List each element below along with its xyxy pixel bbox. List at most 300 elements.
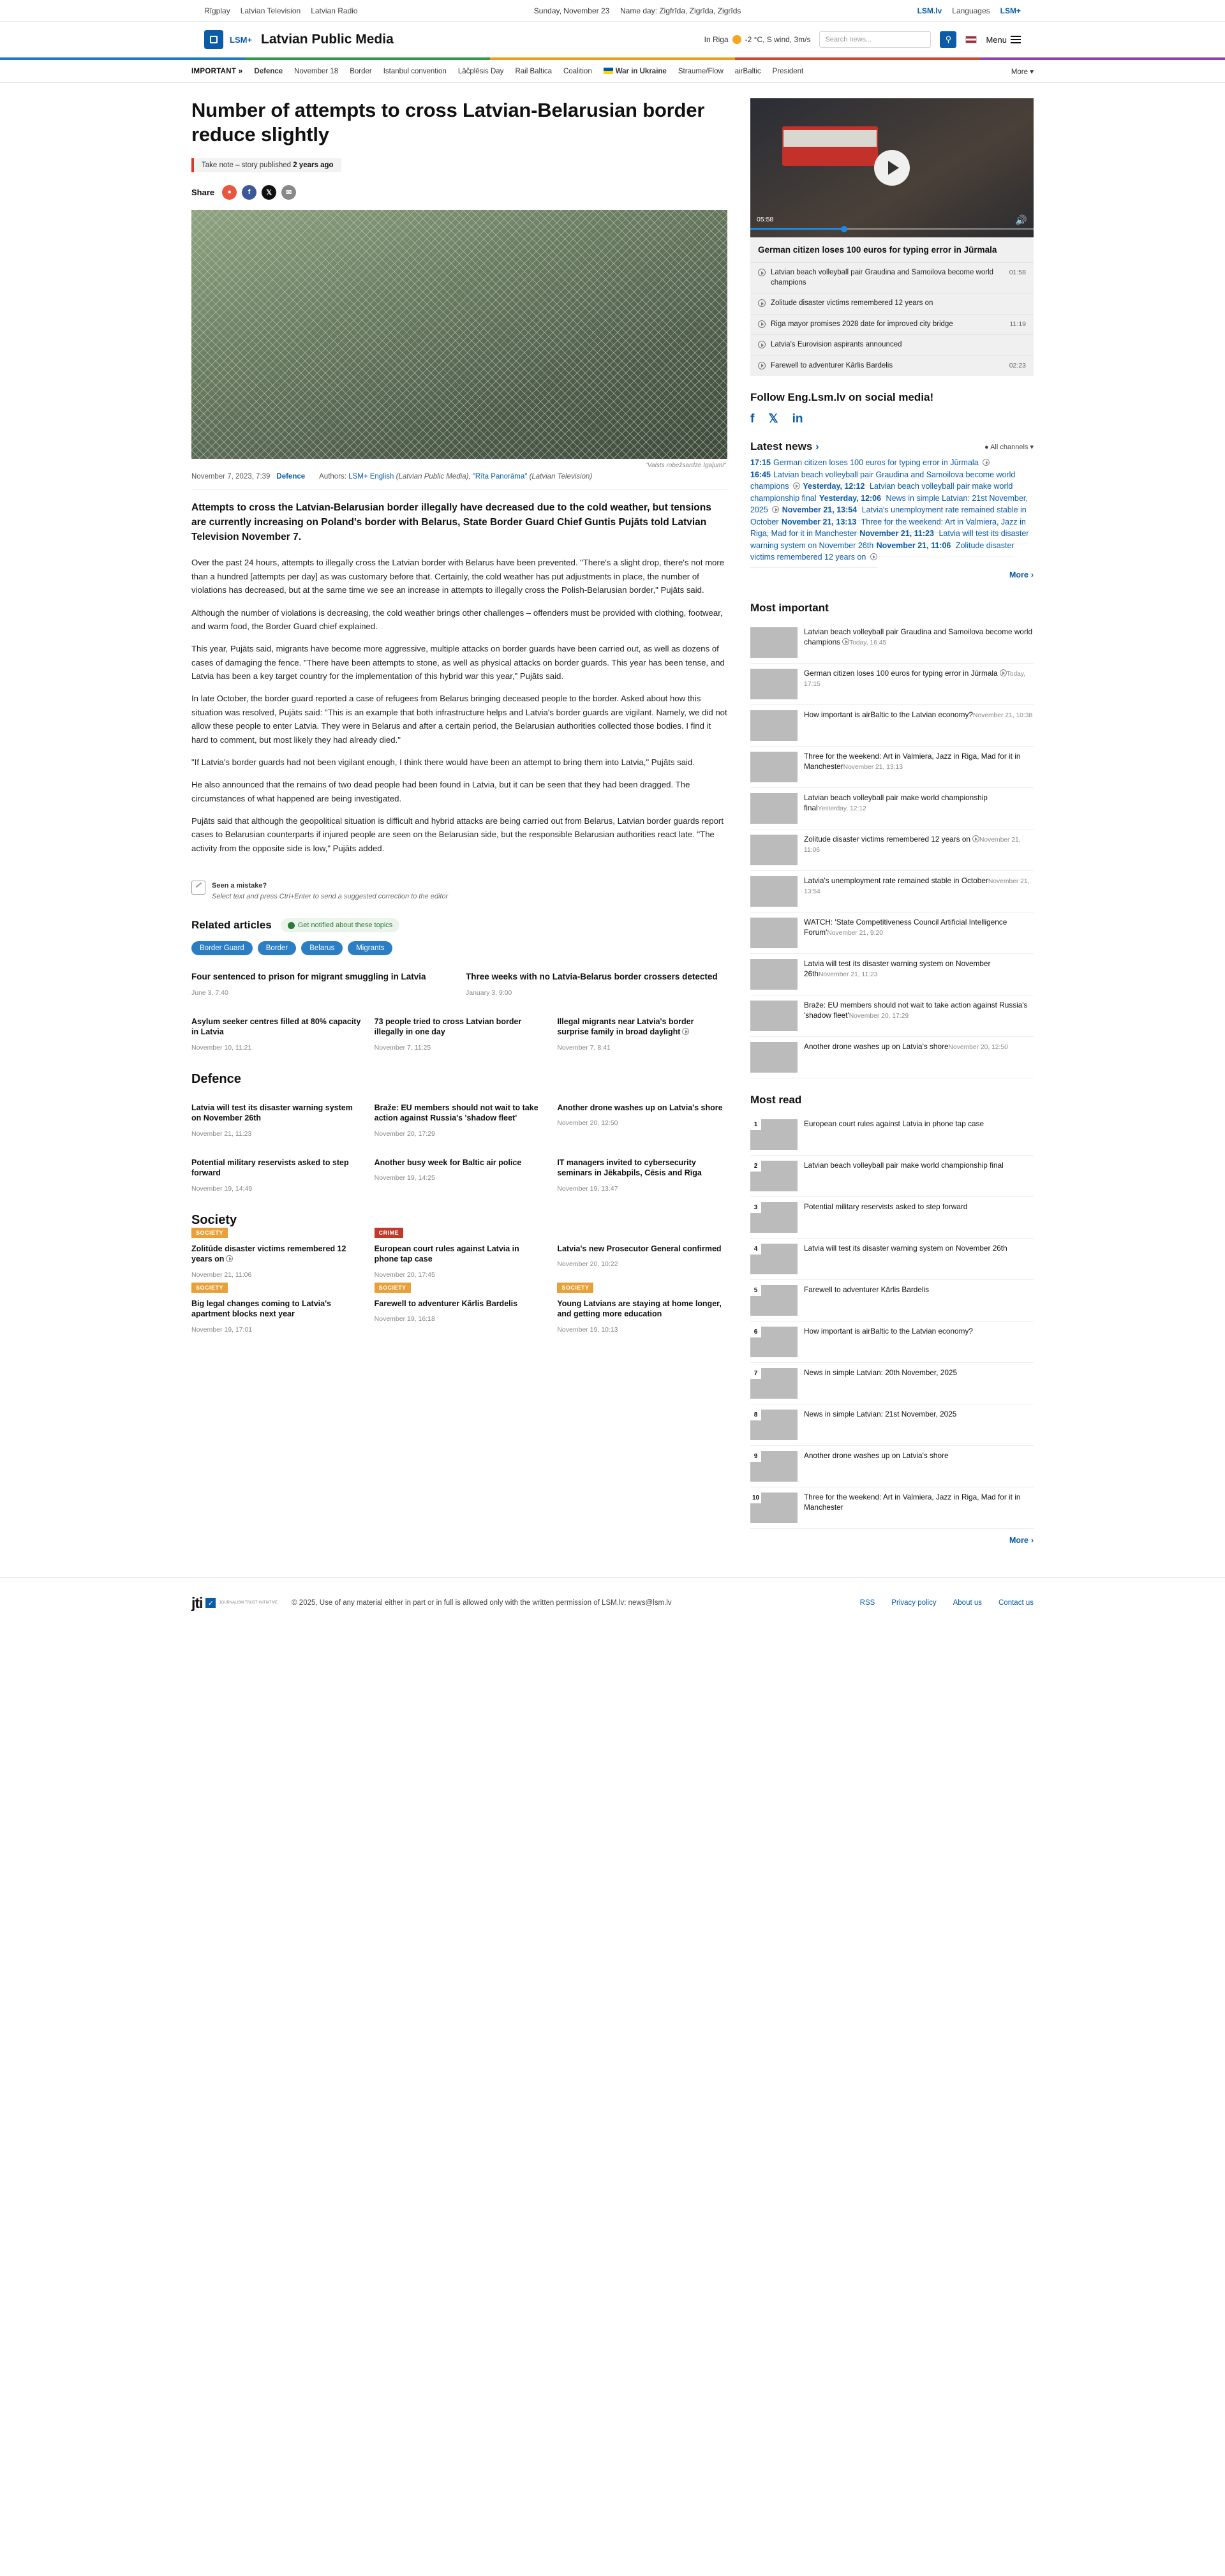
playlist-item-label: Farewell to adventurer Kārlis Bardelis xyxy=(771,361,893,369)
item-time: November 21, 11:23 xyxy=(859,529,934,539)
topics-nav xyxy=(0,60,1225,83)
topic-chips xyxy=(191,941,727,955)
defence-card[interactable] xyxy=(375,1152,545,1194)
playlist-item[interactable] xyxy=(750,262,1034,293)
item-time: November 21, 13:54 xyxy=(782,505,858,515)
item-text: News in simple Latvian: 21st November, 2025 xyxy=(750,493,1028,515)
play-small-icon xyxy=(758,269,766,276)
play-small-icon xyxy=(758,341,766,348)
most-read-item[interactable] xyxy=(750,1363,1034,1404)
item-time: 17:15 xyxy=(750,458,771,468)
most-important-item[interactable] xyxy=(750,830,1034,871)
author-2-source: (Latvian Television) xyxy=(529,472,593,480)
rank-badge: 2 xyxy=(750,1161,761,1172)
card-title: Braže: EU members should not wait to take action against Russia's 'shadow fleet' xyxy=(374,1103,538,1123)
card-date: November 7, 11:25 xyxy=(374,1043,431,1052)
card-date: November 19, 10:13 xyxy=(557,1325,618,1334)
playlist-item[interactable] xyxy=(750,334,1034,355)
item-thumbnail xyxy=(750,752,798,782)
card-title: Three weeks with no Latvia-Belarus border crossers detected xyxy=(466,972,718,982)
section-title-defence: Defence xyxy=(191,1071,241,1086)
item-thumbnail xyxy=(750,1451,798,1482)
video-progress-bar[interactable] xyxy=(750,228,1034,230)
topbar-link-ltv[interactable]: Latvian Television xyxy=(240,6,301,15)
topbar-link-replay[interactable]: Rīgplay xyxy=(204,6,230,15)
card-title: Another busy week for Baltic air police xyxy=(374,1158,522,1167)
item-thumbnail xyxy=(750,793,798,824)
playlist-item[interactable] xyxy=(750,355,1034,376)
card-title: Illegal migrants near Latvia's border surprise family in broad daylight xyxy=(557,1016,694,1037)
item-text: Latvia will test its disaster warning system on November 26th xyxy=(804,1243,1007,1253)
video-widget xyxy=(750,98,1034,376)
card-date: November 20, 17:45 xyxy=(374,1270,435,1279)
author-1[interactable]: LSM+ English xyxy=(348,472,394,480)
card-date: November 20, 10:22 xyxy=(557,1260,618,1269)
related-card[interactable] xyxy=(191,1011,362,1053)
chip-belarus[interactable]: Belarus xyxy=(301,941,343,955)
message-share-icon[interactable]: ✉ xyxy=(281,185,296,200)
item-date: Today, 16:45 xyxy=(849,639,887,646)
menu-label: Menu xyxy=(986,34,1007,45)
playlist-item[interactable] xyxy=(750,314,1034,335)
item-text: WATCH: 'State Competitiveness Council Artificial Intelligence Forum' xyxy=(804,917,1007,937)
most-important-item[interactable] xyxy=(750,705,1034,747)
topic-istanbul-convention[interactable]: Istanbul convention xyxy=(383,67,447,75)
society-grid xyxy=(191,1238,727,1335)
hero-caption: "Valsts robežsardze Igaļumi" xyxy=(645,461,726,469)
item-text: Latvia's unemployment rate remained stable in October xyxy=(804,875,988,885)
item-text: Three for the weekend: Art in Valmiera, Jazz in Riga, Mad for it in Manchester xyxy=(804,751,1021,771)
social-icons xyxy=(750,412,1034,426)
card-date: November 19, 17:01 xyxy=(191,1325,253,1334)
society-card[interactable] xyxy=(557,1238,727,1280)
item-date: November 21, 11:23 xyxy=(818,971,878,978)
topic-coalition[interactable]: Coalition xyxy=(563,67,592,75)
lsm-logo-icon xyxy=(204,30,223,49)
card-date: November 21, 11:23 xyxy=(191,1129,252,1138)
item-text: How important is airBaltic to the Latvian economy? xyxy=(804,1326,973,1336)
card-title: Asylum seeker centres filled at 80% capacity in Latvia xyxy=(191,1016,361,1037)
society-card[interactable] xyxy=(375,1238,545,1280)
rank-badge: 10 xyxy=(750,1493,761,1503)
item-time: Yesterday, 12:12 xyxy=(803,482,865,491)
topbar-right-links xyxy=(917,6,1021,15)
item-date: Today, 17:15 xyxy=(804,670,1026,688)
item-text: Latvian beach volleyball pair Graudina and Samoilova become world champions xyxy=(750,470,1016,491)
defence-card[interactable] xyxy=(375,1097,545,1139)
search-placeholder: Search news... xyxy=(825,36,872,43)
item-thumbnail xyxy=(750,876,798,907)
most-read-item[interactable] xyxy=(750,1322,1034,1363)
sidebar xyxy=(750,98,1034,1552)
item-time: November 21, 11:06 xyxy=(876,540,951,550)
topic-airbaltic[interactable]: airBaltic xyxy=(734,67,761,75)
video-icon xyxy=(682,1028,689,1035)
topbar-date-nameday xyxy=(358,6,917,15)
topbar-nameday: Name day: Zigfrīda, Zigrīda, Zigrīds xyxy=(620,6,741,15)
item-thumbnail xyxy=(750,1410,798,1440)
society-card[interactable] xyxy=(375,1293,545,1335)
item-text: Potential military reservists asked to step forward xyxy=(804,1202,968,1211)
pencil-icon xyxy=(191,881,205,895)
site-header xyxy=(0,22,1225,57)
latest-news-title: Latest news › xyxy=(750,440,819,453)
share-row xyxy=(191,185,727,200)
x-share-icon[interactable]: 𝕏 xyxy=(262,185,276,200)
item-thumbnail xyxy=(750,1285,798,1316)
reddit-share-icon[interactable]: ● xyxy=(222,185,237,200)
article-body xyxy=(191,556,727,855)
latest-news-header xyxy=(750,440,1034,453)
utility-topbar xyxy=(0,0,1225,22)
most-important-item[interactable] xyxy=(750,871,1034,912)
item-thumbnail xyxy=(750,1042,798,1073)
important-label: IMPORTANT » xyxy=(191,67,243,75)
item-text: Braže: EU members should not wait to take action against Russia's 'shadow fleet' xyxy=(804,1000,1028,1020)
item-text: Latvian beach volleyball pair make world championship final xyxy=(804,1160,1004,1170)
jti-sub: JOURNALISM TRUST INITIATIVE xyxy=(219,1601,278,1605)
topic-defence[interactable]: Defence xyxy=(254,67,283,75)
card-date: November 19, 14:25 xyxy=(374,1174,435,1182)
article-paragraph: He also announced that the remains of two dead people had been found in Latvia, but it can be seen that they had been dragged. The circumstances of what happened are being investigated. xyxy=(191,780,690,803)
item-thumbnail xyxy=(750,627,798,658)
card-date: November 19, 14:49 xyxy=(191,1184,253,1193)
x-icon[interactable]: 𝕏 xyxy=(768,412,778,426)
most-important-item[interactable] xyxy=(750,664,1034,705)
item-date: November 21, 11:06 xyxy=(804,836,1021,854)
facebook-share-icon[interactable]: f xyxy=(242,185,256,200)
playlist-item-label: Latvia's Eurovision aspirants announced xyxy=(771,341,902,349)
jti-logo xyxy=(191,1595,278,1612)
card-date: November 10, 11:21 xyxy=(191,1043,252,1052)
item-text: News in simple Latvian: 21st November, 2025 xyxy=(804,1409,957,1418)
rank-badge: 7 xyxy=(750,1368,761,1379)
ukraine-flag-icon xyxy=(604,68,613,74)
topic-november-18[interactable]: November 18 xyxy=(294,67,339,75)
item-date: November 20, 17:29 xyxy=(849,1012,909,1020)
article-meta xyxy=(191,469,727,490)
footer-link-contact[interactable]: Contact us xyxy=(999,1599,1034,1607)
article-paragraph: This year, Pujāts said, migrants have become more aggressive, multiple attacks on border guards have been carried out, as well as dozens of cases of damaging the fence. "There have been attempts to stone, as well as physical attacks on border guards. This year has been tense, and Latvia has been a key target country for the implementation of this hybrid war this year," Pujāts said. xyxy=(191,644,725,681)
publish-note xyxy=(191,158,727,172)
item-text: Latvia's unemployment rate remained stable in October xyxy=(750,505,1027,526)
topbar-link-languages[interactable]: Languages xyxy=(952,6,990,15)
topbar-link-lsmplus[interactable]: LSM+ xyxy=(1000,6,1021,15)
item-text: Latvia will test its disaster warning system on November 26th xyxy=(750,529,1029,550)
related-card[interactable] xyxy=(375,1011,545,1053)
notify-label: Get notified about these topics xyxy=(297,921,393,930)
play-small-icon xyxy=(758,320,766,328)
most-read-item[interactable] xyxy=(750,1197,1034,1239)
item-thumbnail xyxy=(750,669,798,699)
report-mistake-block xyxy=(191,872,727,902)
card-title: Big legal changes coming to Latvia's apartment blocks next year xyxy=(191,1299,331,1319)
playlist-item-duration: 01:58 xyxy=(1009,269,1026,277)
defence-grid xyxy=(191,1097,727,1194)
topics-more-button[interactable]: More ▾ xyxy=(1011,68,1034,76)
card-title: Four sentenced to prison for migrant smuggling in Latvia xyxy=(191,972,426,982)
defence-card[interactable] xyxy=(191,1152,362,1194)
related-card[interactable] xyxy=(557,1011,727,1053)
footer-link-rss[interactable]: RSS xyxy=(859,1599,875,1607)
related-title: Related articles xyxy=(191,919,272,932)
topic-straume-flow[interactable]: Straume/Flow xyxy=(678,67,724,75)
search-input[interactable] xyxy=(819,31,931,48)
topbar-link-radio[interactable]: Latvian Radio xyxy=(311,6,358,15)
linkedin-icon[interactable]: in xyxy=(792,412,803,426)
society-card[interactable] xyxy=(557,1293,727,1335)
chip-border-guard[interactable]: Border Guard xyxy=(191,941,253,955)
item-thumbnail xyxy=(750,1493,798,1523)
item-text: European court rules against Latvia in phone tap case xyxy=(804,1119,984,1128)
item-text: Latvian beach volleyball pair Graudina and Samoilova become world champions xyxy=(804,627,1033,646)
most-read-item[interactable] xyxy=(750,1239,1034,1280)
topbar-brand-links xyxy=(204,6,358,15)
playlist-item[interactable] xyxy=(750,293,1034,314)
latvia-flag-icon[interactable] xyxy=(965,36,977,43)
video-timestamp: 05:58 xyxy=(757,216,774,223)
rank-badge: 5 xyxy=(750,1285,761,1296)
rank-badge: 8 xyxy=(750,1410,761,1420)
card-date: November 20, 12:50 xyxy=(557,1119,618,1128)
card-title: Latvia will test its disaster warning system on November 26th xyxy=(191,1103,353,1123)
rank-badge: 3 xyxy=(750,1202,761,1213)
notify-button[interactable] xyxy=(281,918,400,932)
play-small-icon xyxy=(758,299,766,307)
most-important-item[interactable] xyxy=(750,622,1034,664)
facebook-icon[interactable]: f xyxy=(750,412,755,426)
section-title-society: Society xyxy=(191,1212,237,1227)
card-title: Another drone washes up on Latvia's shore xyxy=(557,1103,723,1112)
card-title: Potential military reservists asked to step forward xyxy=(191,1158,349,1178)
card-date: November 7, 8:41 xyxy=(557,1043,611,1052)
item-thumbnail xyxy=(750,1119,798,1150)
item-thumbnail xyxy=(750,959,798,990)
channel-filter[interactable]: ● All channels ▾ xyxy=(984,443,1034,451)
article-paragraph: In late October, the border guard reported a case of refugees from Belarus bringing deceased people to the border. Asked about how this situation was resolved, Pujāts said: "This is an example that both infrastructure helps and Latvia's border guards are vigilant. Namely, we did not allow these people to enter Latvia. They were in Belarus and after a certain period, the Belarusian authorities collected those bodies. I find it hard to comment, but most likely they had already died." xyxy=(191,694,727,745)
video-player[interactable] xyxy=(750,98,1034,237)
item-time: November 21, 13:13 xyxy=(781,517,857,526)
article-lead: Attempts to cross the Latvian-Belarusian border illegally have decreased due to the cold weather, but tensions are currently increasing on Poland's border with Belarus, State Border Guard Chief Guntis Pujāts told Latvian Television November 7. xyxy=(191,502,711,543)
item-text: Farewell to adventurer Kārlis Bardelis xyxy=(804,1284,930,1294)
site-footer xyxy=(0,1577,1225,1634)
hamburger-icon xyxy=(1011,36,1021,43)
rank-badge: 1 xyxy=(750,1119,761,1130)
author-1-source: (Latvian Public Media), xyxy=(396,472,471,480)
video-icon xyxy=(972,835,979,842)
item-text: Zolitude disaster victims remembered 12 years on xyxy=(750,540,1014,562)
card-date: January 3, 9:00 xyxy=(466,988,512,997)
jti-label: jti xyxy=(191,1594,203,1611)
related-header xyxy=(191,918,727,932)
video-icon xyxy=(870,553,877,560)
note-age: 2 years ago xyxy=(293,161,334,169)
item-thumbnail xyxy=(750,835,798,865)
society-card[interactable] xyxy=(191,1293,362,1335)
society-card[interactable] xyxy=(191,1238,362,1280)
topic-president[interactable]: President xyxy=(772,67,804,75)
weather-widget[interactable] xyxy=(704,35,811,44)
related-small-grid xyxy=(191,1011,727,1053)
volume-icon[interactable]: 🔊 xyxy=(1015,215,1027,226)
most-important-item[interactable] xyxy=(750,954,1034,995)
site-logo[interactable] xyxy=(204,30,252,49)
video-icon xyxy=(226,1255,233,1262)
item-thumbnail xyxy=(750,1001,798,1031)
item-text: German citizen loses 100 euros for typing error in Jūrmala xyxy=(804,668,998,678)
item-date: November 21, 10:38 xyxy=(972,711,1033,719)
most-important-title: Most important xyxy=(750,601,829,614)
item-thumbnail xyxy=(750,1244,798,1274)
brand-color-stripe xyxy=(0,57,1225,60)
related-card[interactable] xyxy=(191,965,453,998)
card-title: European court rules against Latvia in phone tap case xyxy=(374,1244,519,1264)
footer-link-about[interactable]: About us xyxy=(953,1599,983,1607)
card-title: Farewell to adventurer Kārlis Bardelis xyxy=(374,1299,518,1308)
share-label: Share xyxy=(191,187,215,197)
note-text: Take note – story published 2 years ago xyxy=(194,158,341,172)
article-paragraph: "If Latvia's border guards had not been vigilant enough, I think there would have been an attempt to bring them into Latvia," Pujāts said. xyxy=(191,757,695,767)
video-scene-sign-inner xyxy=(783,130,877,147)
item-text: Another drone washes up on Latvia's shore xyxy=(804,1450,949,1460)
card-title: Young Latvians are staying at home longer, and getting more education xyxy=(557,1299,722,1319)
most-read-more-button[interactable]: More › xyxy=(1009,1535,1034,1545)
topic-war-in-ukraine[interactable]: War in Ukraine xyxy=(604,68,667,75)
bell-icon xyxy=(288,922,295,929)
article-headline: Number of attempts to cross Latvian-Belarusian border reduce slightly xyxy=(191,99,705,145)
item-text: News in simple Latvian: 20th November, 2025 xyxy=(804,1367,957,1377)
item-time: Yesterday, 12:06 xyxy=(819,493,882,503)
article-authors: Authors: LSM+ English (Latvian Public Media), "Rīta Panorāma" (Latvian Television) xyxy=(319,472,593,480)
menu-button[interactable] xyxy=(986,35,1021,45)
card-title: Latvia's new Prosecutor General confirmed xyxy=(557,1244,722,1253)
rank-badge: 6 xyxy=(750,1327,761,1337)
playlist-item-label: Riga mayor promises 2028 date for improved city bridge xyxy=(771,320,953,328)
item-text: Latvian beach volleyball pair make world championship final xyxy=(750,482,1013,503)
article-paragraph: Over the past 24 hours, attempts to illegally cross the Latvian border with Belarus have been prevented. "There's a slight drop, there's not more than a hundred [attempts per day] as was customary before that. Certainly, the cold weather has put adjustments in place, the number of violations has decreased, but at the same time we see an increase in attempts to illegally cross the Polish-Belarusian border," Pujāts said. xyxy=(191,558,725,595)
page-title: Latvian Public Media xyxy=(261,32,394,47)
main-content xyxy=(191,98,727,1552)
most-read-item[interactable] xyxy=(750,1404,1034,1446)
item-thumbnail xyxy=(750,1202,798,1233)
topic-lacplesis-day[interactable]: Lāčplēsis Day xyxy=(457,67,504,75)
playlist-item-label: Zolitude disaster victims remembered 12 years on xyxy=(771,299,933,308)
item-text: Three for the weekend: Art in Valmiera, Jazz in Riga, Mad for it in Manchester xyxy=(750,517,1026,539)
item-text: Latvia will test its disaster warning system on November 26th xyxy=(804,958,991,978)
most-read-item[interactable] xyxy=(750,1280,1034,1322)
item-thumbnail xyxy=(750,1327,798,1357)
item-text: Another drone washes up on Latvia's shore xyxy=(804,1041,949,1051)
defence-card[interactable] xyxy=(191,1097,362,1139)
weather-city: In Riga xyxy=(704,35,729,44)
item-date: November 21, 13:54 xyxy=(804,877,1030,895)
playlist-item-duration: 11:19 xyxy=(1009,320,1026,328)
check-icon: ✓ xyxy=(205,1598,216,1608)
item-thumbnail xyxy=(750,710,798,741)
search-icon[interactable]: ⚲ xyxy=(940,31,956,48)
play-small-icon xyxy=(758,362,766,369)
chip-border[interactable]: Border xyxy=(258,941,297,955)
play-icon[interactable] xyxy=(874,150,910,186)
related-card[interactable] xyxy=(466,965,727,998)
most-important-item[interactable] xyxy=(750,995,1034,1037)
rank-badge: 9 xyxy=(750,1451,761,1462)
defence-card[interactable] xyxy=(557,1152,727,1194)
playlist-item-duration: 02:23 xyxy=(1009,361,1026,369)
most-important-item[interactable] xyxy=(750,747,1034,788)
related-big-grid xyxy=(191,965,727,998)
item-date: November 21, 13:13 xyxy=(843,763,903,771)
item-date: November 21, 9:20 xyxy=(827,929,883,937)
weather-temp: -2 °C, S wind, 3m/s xyxy=(745,35,811,44)
article-section-tag[interactable]: Defence xyxy=(276,472,306,480)
item-text: How important is airBaltic to the Latvian economy? xyxy=(804,710,973,719)
most-important-item[interactable] xyxy=(750,788,1034,830)
defence-card[interactable] xyxy=(557,1097,727,1139)
latest-more-button[interactable]: More › xyxy=(1009,570,1034,579)
item-text: Three for the weekend: Art in Valmiera, Jazz in Riga, Mad for it in Manchester xyxy=(804,1492,1021,1512)
article-paragraph: Although the number of violations is decreasing, the cold weather brings other challenges – offenders must be provided with clothing, footwear, and warm food, the Border Guard chief explained. xyxy=(191,607,723,631)
sun-icon xyxy=(732,35,741,44)
card-date: November 19, 13:47 xyxy=(557,1184,618,1193)
footer-links xyxy=(860,1599,1034,1607)
card-date: November 21, 11:06 xyxy=(191,1270,252,1279)
item-thumbnail xyxy=(750,1161,798,1191)
item-time: 16:45 xyxy=(750,470,771,479)
video-title: German citizen loses 100 euros for typing error in Jūrmala xyxy=(758,245,997,255)
most-important-item[interactable] xyxy=(750,1037,1034,1078)
logo-text: LSM+ xyxy=(230,34,253,45)
topbar-date: Sunday, November 23 xyxy=(533,6,610,15)
card-date: June 3, 7:40 xyxy=(191,988,228,997)
article-paragraph: Pujāts said that although the geopolitical situation is difficult and hybrid attacks are being carried out from Belarus, Latvian border guards report cases to Belarusian counterparts if injured people are seen on the Belarusian side, but the responsible Belarusian authorities react late. "The activity from the opposite side is low," Pujāts added. xyxy=(191,816,724,853)
item-date: November 20, 12:50 xyxy=(948,1043,1008,1051)
item-text: Latvian beach volleyball pair make world championship final xyxy=(804,793,988,812)
article-hero-image xyxy=(191,210,727,459)
item-thumbnail xyxy=(750,918,798,948)
topic-rail-baltica[interactable]: Rail Baltica xyxy=(515,67,552,75)
most-important-item[interactable] xyxy=(750,912,1034,954)
most-read-item[interactable] xyxy=(750,1487,1034,1529)
footer-link-privacy[interactable]: Privacy policy xyxy=(891,1599,937,1607)
playlist-item-label: Latvian beach volleyball pair Graudina and Samoilova become world champions xyxy=(771,269,994,287)
topbar-link-lsmlv[interactable]: LSM.lv xyxy=(917,6,942,15)
mistake-title: Seen a mistake? xyxy=(212,882,267,890)
card-date: November 20, 17:29 xyxy=(374,1129,435,1138)
rank-badge: 4 xyxy=(750,1244,761,1254)
footer-copyright: © 2025, Use of any material either in part or in full is allowed only with the written permission of LSM.lv: news@lsm.lv xyxy=(292,1599,672,1607)
most-read-item[interactable] xyxy=(750,1446,1034,1487)
article-date: November 7, 2023, 7:39 xyxy=(191,472,271,480)
video-icon xyxy=(1000,669,1007,676)
item-text: Zolitude disaster victims remembered 12 years on xyxy=(804,834,970,844)
chip-migrants[interactable]: Migrants xyxy=(348,941,392,955)
item-thumbnail xyxy=(750,1368,798,1399)
card-title: Zolitūde disaster victims remembered 12 years on xyxy=(191,1244,346,1264)
most-read-item[interactable] xyxy=(750,1156,1034,1197)
mistake-text: Select text and press Ctrl+Enter to send a suggested correction to the editor xyxy=(212,892,449,900)
card-title: 73 people tried to cross Latvian border illegally in one day xyxy=(374,1016,522,1037)
most-read-item[interactable] xyxy=(750,1114,1034,1156)
video-icon xyxy=(842,638,849,645)
card-title: IT managers invited to cybersecurity seminars in Jēkabpils, Cēsis and Rīga xyxy=(557,1158,702,1178)
social-title: Follow Eng.Lsm.lv on social media! xyxy=(750,391,934,404)
author-2[interactable]: "Rīta Panorāma" xyxy=(472,472,528,480)
card-date: November 19, 16:18 xyxy=(374,1315,435,1323)
item-text: German citizen loses 100 euros for typing error in Jūrmala xyxy=(773,458,979,468)
topic-border[interactable]: Border xyxy=(350,67,372,75)
most-read-title: Most read xyxy=(750,1093,802,1106)
